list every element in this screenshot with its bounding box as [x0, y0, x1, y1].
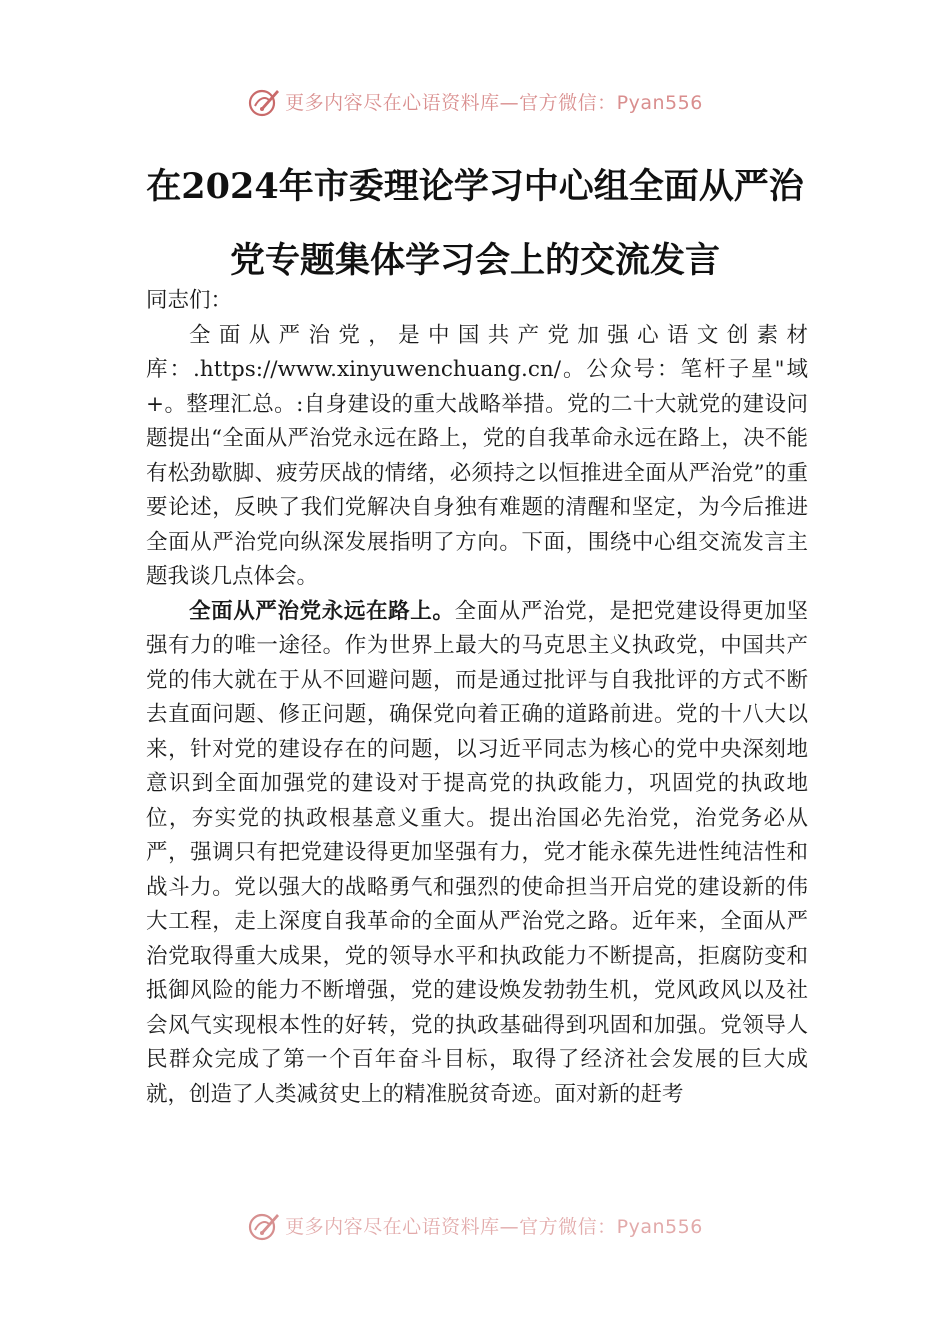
title-line-1: 在2024年市委理论学习中心组全面从严治 [146, 166, 804, 207]
document-body [146, 284, 808, 1112]
section-heading: 全面从严治党永远在路上。 [189, 598, 455, 624]
salutation: 同志们： [146, 288, 233, 313]
paragraph-intro: 全面从严治党，是中国共产党加强心语文创素材库：.https://www.xinyuwenchuang.cn/。公众号：笔杆子星"域+。整理汇总。:自身建设的重大战略举措。党的二十大就党的建设问题提出“全面从严治党永远在路上，党的自我革命永远在路上，决不能有松劲歇脚、疲劳厌战的情绪，必须持之以恒推进全面从严治党”的重要论述，反映了我们党解决自身独有难题的清醒和坚定，为今后推进全面从严治党向纵深发展指明了方向。下面，围绕中心组交流发言主题我谈几点体会。 [146, 322, 808, 589]
watermark-header [0, 84, 950, 118]
watermark-text: 更多内容尽在心语资料库—官方微信：Pyan556 [285, 91, 703, 114]
watermark-text: 更多内容尽在心语资料库—官方微信：Pyan556 [285, 1215, 703, 1238]
watermark-footer [0, 1208, 950, 1242]
paragraph-section-1 [146, 595, 808, 1113]
paragraph-text: 全面从严治党，是把党建设得更加坚强有力的唯一途径。作为世界上最大的马克思主义执政党，中国共产党的伟大就在于从不回避问题，而是通过批评与自我批评的方式不断去直面问题、修正问题，确保党向着正确的道路前进。党的十八大以来，针对党的建设存在的问题，以习近平同志为核心的党中央深刻地意识到全面加强党的建设对于提高党的执政能力，巩固党的执政地位，夯实党的执政根基意义重大。提出治国必先治党，治党务必从严，强调只有把党建设得更加坚强有力，党才能永葆先进性纯洁性和战斗力。党以强大的战略勇气和强烈的使命担当开启党的建设新的伟大工程，走上深度自我革命的全面从严治党之路。近年来，全面从严治党取得重大成果，党的领导水平和执政能力不断提高，拒腐防变和抵御风险的能力不断增强，党的建设焕发勃勃生机，党风政风以及社会风气实现根本性的好转，党的执政基础得到巩固和加强。党领导人民群众完成了第一个百年奋斗目标，取得了经济社会发展的巨大成就，创造了人类减贫史上的精准脱贫奇迹。面对新的赶考 [146, 598, 808, 1107]
pen-logo-icon [247, 84, 281, 118]
pen-logo-icon [247, 1208, 281, 1242]
document-title [0, 150, 950, 298]
title-line-2: 党专题集体学习会上的交流发言 [229, 240, 720, 281]
